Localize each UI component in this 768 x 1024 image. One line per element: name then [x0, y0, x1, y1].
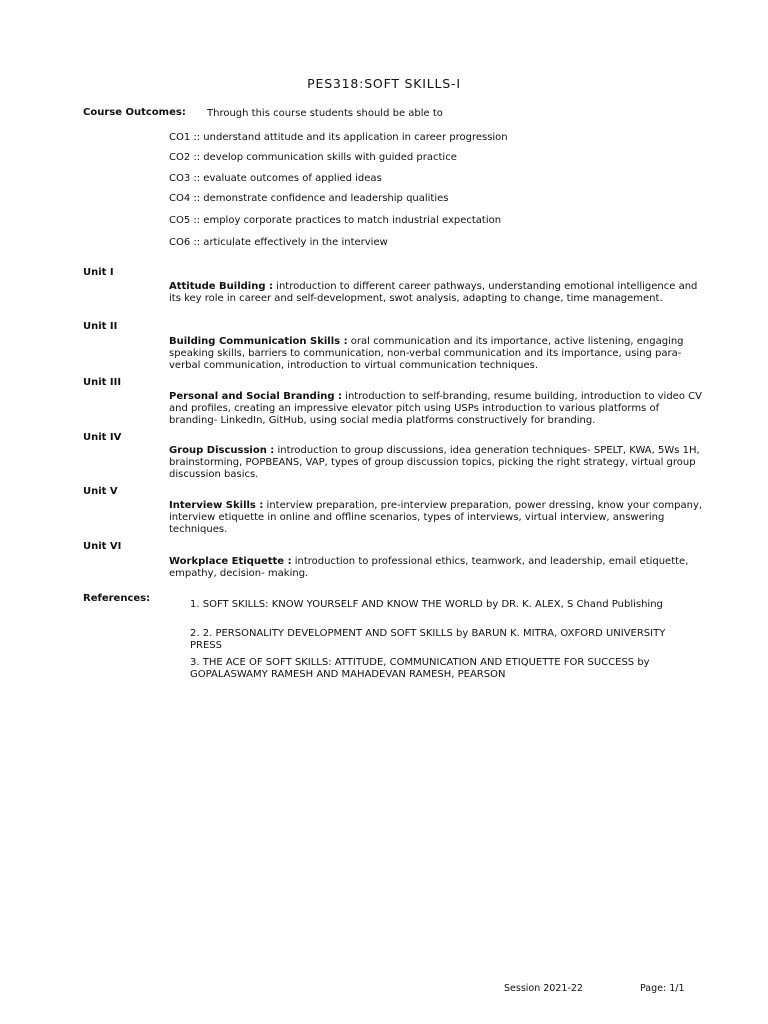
unit-body-4: introduction to group discussions, idea generation techniques- SPELT, KWA, 5Ws 1H, brainstorming, POPBEANS, VAP, types of group discussion topics, picking the right strategy, virtual group discussion basics.: [169, 445, 700, 480]
unit-body-2: oral communication and its importance, active listening, engaging speaking skills, barriers to communication, non-verbal communication and its importance, using para-verbal communication, introduction to virtual communication techniques.: [169, 336, 684, 371]
course-outcome-co3: CO3 :: evaluate outcomes of applied ideas: [169, 173, 382, 184]
unit-heading-1: Attitude Building :: [169, 281, 273, 292]
unit-label-4: Unit IV: [83, 432, 122, 443]
unit-body-3: introduction to self-branding, resume building, introduction to video CV and profiles, creating an impressive elevator pitch using USPs introduction to various platforms of branding- LinkedIn, GitHub, using social media platforms constructively for branding.: [169, 391, 702, 426]
reference-item-2: 2. 2. PERSONALITY DEVELOPMENT AND SOFT SKILLS by BARUN K. MITRA, OXFORD UNIVERSITY PRESS: [190, 628, 666, 651]
reference-item-1: 1. SOFT SKILLS: KNOW YOURSELF AND KNOW THE WORLD by DR. K. ALEX, S Chand Publishing: [190, 599, 663, 610]
unit-heading-2: Building Communication Skills :: [169, 336, 348, 347]
document-title: PES318:SOFT SKILLS-I: [307, 76, 461, 91]
references-label: References:: [83, 593, 151, 604]
course-outcome-co6: CO6 :: articulate effectively in the interview: [169, 237, 388, 248]
unit-body-6: introduction to professional ethics, teamwork, and leadership, email etiquette, empathy, decision- making.: [169, 556, 689, 579]
unit-heading-4: Group Discussion :: [169, 445, 275, 456]
unit-description-3: [169, 391, 709, 427]
unit-label-6: Unit VI: [83, 541, 122, 552]
footer-page-number: Page: 1/1: [640, 983, 685, 994]
footer-session: Session 2021-22: [504, 983, 583, 994]
course-outcomes-label: Course Outcomes:: [83, 107, 186, 118]
unit-heading-6: Workplace Etiquette :: [169, 556, 292, 567]
unit-label-2: Unit II: [83, 321, 118, 332]
unit-body-5: interview preparation, pre-interview preparation, power dressing, know your company, interview etiquette in online and offline scenarios, types of interviews, virtual interview, answering techniques.: [169, 500, 703, 535]
unit-body-1: introduction to different career pathways, understanding emotional intelligence and its key role in career and self-development, swot analysis, adapting to change, time management.: [169, 281, 698, 304]
reference-item-3: 3. THE ACE OF SOFT SKILLS: ATTITUDE, COMMUNICATION AND ETIQUETTE FOR SUCCESS by GOPALASWAMY RAMESH AND MAHADEVAN RAMESH, PEARSON: [190, 657, 650, 680]
unit-description-5: [169, 500, 709, 536]
unit-description-4: [169, 445, 709, 481]
unit-label-5: Unit V: [83, 486, 118, 497]
unit-description-1: [169, 281, 709, 305]
unit-label-1: Unit I: [83, 267, 114, 278]
unit-description-2: [169, 336, 709, 372]
unit-heading-3: Personal and Social Branding :: [169, 391, 342, 402]
course-outcome-co4: CO4 :: demonstrate confidence and leadership qualities: [169, 193, 449, 204]
course-outcomes-intro: Through this course students should be able to: [207, 108, 443, 119]
unit-label-3: Unit III: [83, 377, 122, 388]
unit-heading-5: Interview Skills :: [169, 500, 264, 511]
course-outcome-co5: CO5 :: employ corporate practices to match industrial expectation: [169, 215, 502, 226]
course-outcome-co1: CO1 :: understand attitude and its application in career progression: [169, 132, 508, 143]
course-outcome-co2: CO2 :: develop communication skills with guided practice: [169, 152, 457, 163]
unit-description-6: [169, 556, 709, 580]
